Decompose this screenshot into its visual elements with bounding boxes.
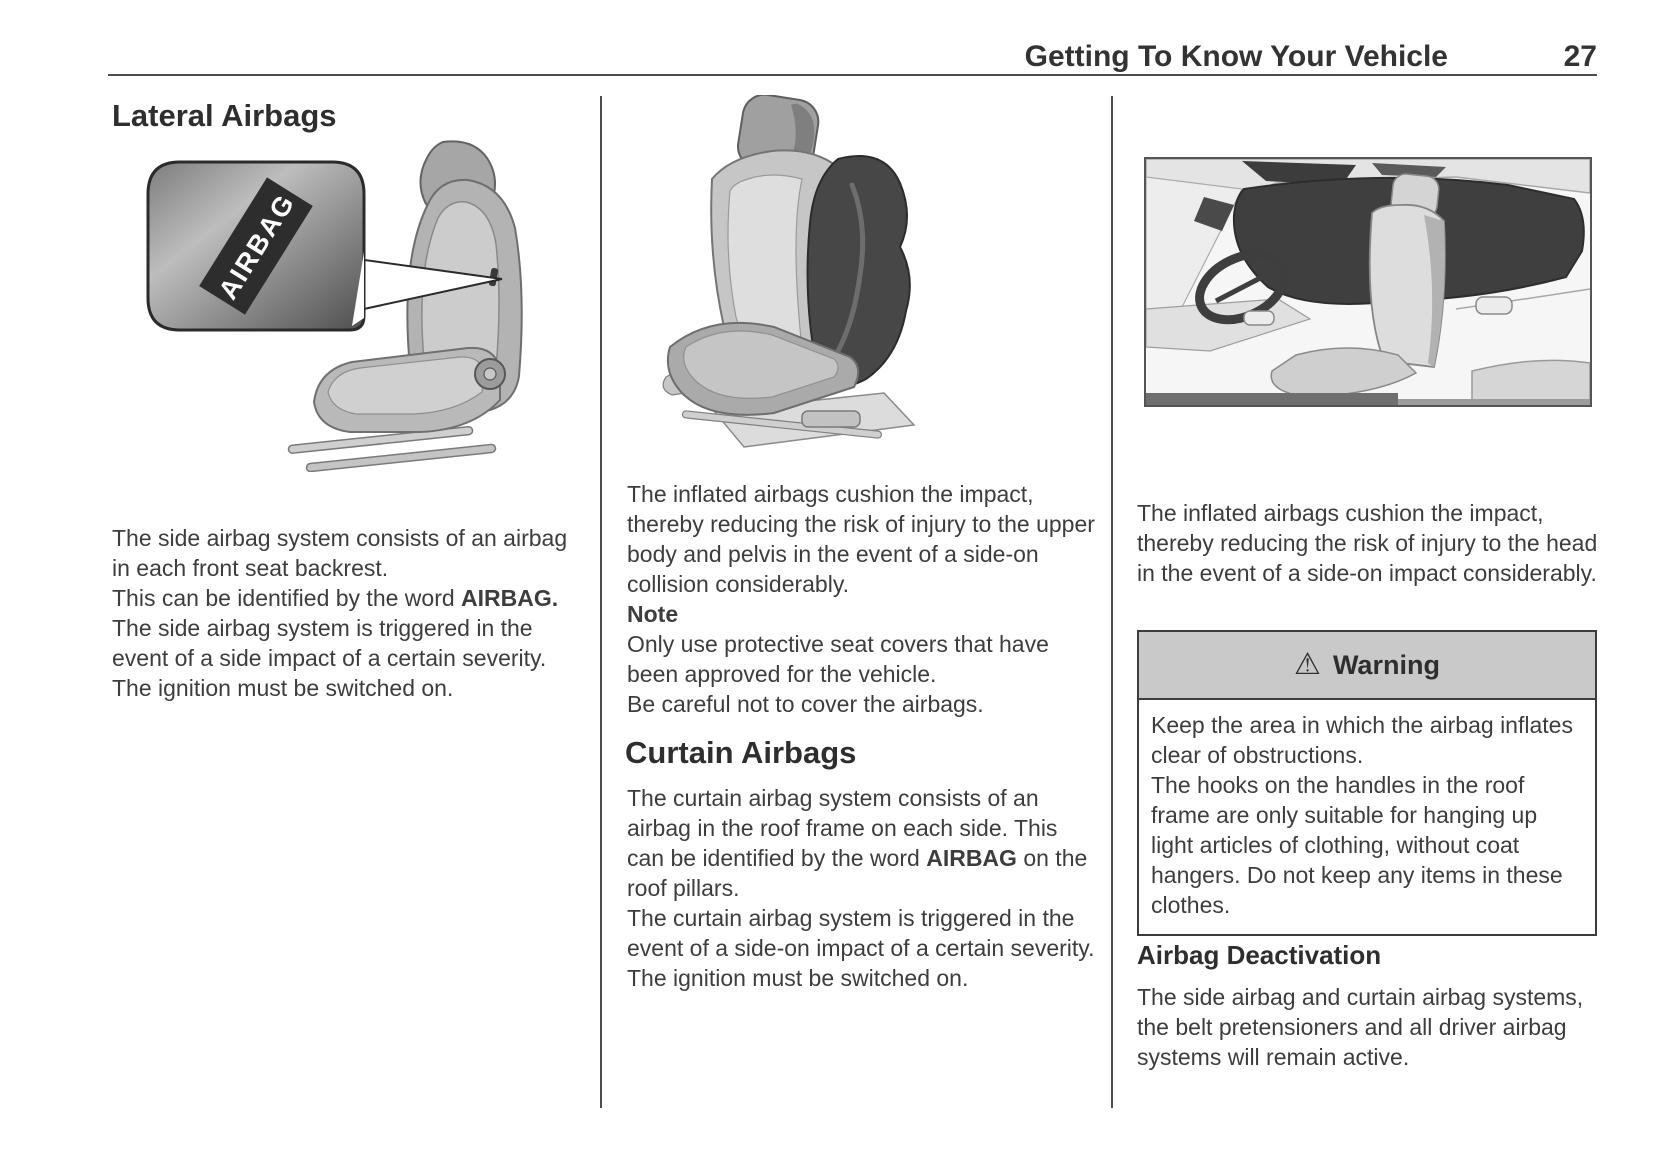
section-heading-lateral-airbags: Lateral Airbags [112, 98, 337, 133]
paragraph: The curtain airbag system is triggered in the event of a side-on impact of a certain severity. The ignition must be switched on. [627, 905, 1095, 991]
paragraph: The inflated airbags cushion the impact, thereby reducing the risk of injury to the upper body and pelvis in the event of a side-on collision considerably. [627, 481, 1095, 597]
lateral-airbags-text [112, 523, 577, 703]
subheading-airbag-deactivation: Airbag Deactivation [1137, 940, 1382, 970]
curtain-airbag-effect-text [1137, 498, 1599, 588]
paragraph: The side airbag system consists of an airbag in each front seat backrest. [112, 525, 568, 581]
paragraph: Only use protective seat covers that have been approved for the vehicle. [627, 631, 1049, 687]
curtain-airbag-figure-frame [1144, 157, 1592, 407]
paragraph: The inflated airbags cushion the impact, thereby reducing the risk of injury to the head in the event of a side-on impact considerably. [1137, 500, 1598, 586]
column-divider-right [1111, 96, 1113, 1108]
airbag-deactivation-text [1137, 982, 1599, 1072]
curtain-airbags-text [627, 783, 1097, 993]
column-divider-left [600, 96, 602, 1108]
paragraph: The side airbag and curtain airbag systems, the belt pretensioners and all driver airbag systems will remain active. [1137, 984, 1584, 1070]
page-header-title: Getting To Know Your Vehicle [1024, 40, 1448, 73]
section-heading-curtain-airbags: Curtain Airbags [625, 735, 857, 770]
paragraph: The hooks on the handles in the roof frame are only suitable for hanging up light articles of clothing, without coat hangers. Do not keep any items in these clothes. [1151, 772, 1563, 918]
door-handle [1476, 297, 1512, 314]
paragraph: Note [627, 601, 679, 627]
warning-title: Warning [1332, 649, 1440, 680]
door-handle [1244, 311, 1274, 325]
paragraph: Keep the area in which the airbag inflates clear of obstructions. [1151, 712, 1573, 768]
warning-triangle-icon: ⚠ [1294, 648, 1321, 681]
page-number: 27 [1563, 40, 1597, 73]
airbag-label-callout [148, 162, 364, 330]
curtain-airbag-figure [1146, 159, 1590, 405]
seat-illustration [663, 95, 914, 447]
lateral-airbag-figure [138, 140, 530, 472]
warning-box-header [1139, 632, 1595, 700]
paragraph: The side airbag system is triggered in the event of a side impact of a certain severity. The ignition must be switched on. [112, 615, 547, 701]
paragraph: The curtain airbag system consists of an airbag in the roof frame on each side. This can be identified by the word AIRBAG on the roof pillars. [627, 785, 1088, 901]
warning-box-body [1139, 700, 1595, 934]
paragraph: This can be identified by the word AIRBAG. [112, 585, 559, 611]
header-rule [108, 74, 1597, 76]
side-airbag-text [627, 479, 1097, 719]
side-airbag-inflated-figure [652, 95, 997, 455]
svg-text:AIRBAG: AIRBAG [212, 188, 301, 305]
warning-box [1137, 630, 1597, 936]
paragraph: Be careful not to cover the airbags. [627, 691, 984, 717]
